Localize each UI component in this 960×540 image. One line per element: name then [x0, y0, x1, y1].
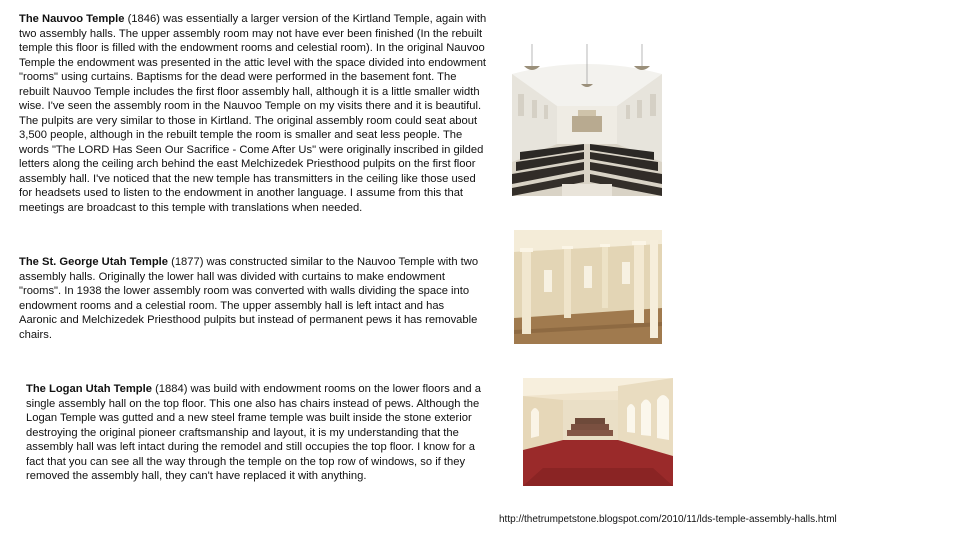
logan-paragraph — [26, 382, 496, 484]
source-url: http://thetrumpetstone.blogspot.com/2010/11/lds-temple-assembly-halls.html — [499, 514, 837, 525]
st-george-paragraph — [19, 255, 479, 342]
logan-assembly-hall-photo — [523, 378, 673, 486]
st-george-body: (1877) was constructed similar to the Nauvoo Temple with two assembly halls. Originally the lower hall was divided with curtains to make endowment "rooms". In 1938 the lower assembly room was converted with walls dividing the space into endowment rooms and a celestial room. The upper assembly hall is left intact and has Aaronic and Melchizedek Priesthood pulpits but instead of permanent pews it has removable chairs. — [19, 256, 479, 341]
st-george-assembly-hall-photo — [514, 230, 662, 344]
st-george-title: The St. George Utah Temple — [19, 256, 168, 268]
nauvoo-body: (1846) was essentially a larger version of the Kirtland Temple, again with two assembly halls. The upper assembly room may not have ever been finished (In the rebuilt temple this floor is filled with the endowment rooms and celestial room). In the original Nauvoo Temple the endowment was presented in the attic level with the space divided into endowment "rooms" using curtains. Baptisms for the dead were performed in the basement font. The rebuilt Nauvoo Temple includes the first floor assembly hall, although it is a little smaller width wise. I've seen the assembly room in the Nauvoo Temple on my visits there and it is beautiful. The pulpits are very similar to those in Kirtland. The original assembly room could seat about 3,500 people, although in the rebuilt temple the room is smaller and seat less people. The words "The LORD Has Seen Our Sacrifice - Come After Us" were originally inscribed in gilded letters along the ceiling arch behind the east Melchizedek Priesthood pulpits on the first floor assembly hall. I've noticed that the new temple has transmitters in the ceiling like those used for headsets used to listen to the endowment in another language. I assume from this that meetings are broadcast to this temple with translations when needed. — [19, 13, 487, 214]
nauvoo-assembly-hall-photo — [512, 44, 662, 196]
logan-body: (1884) was build with endowment rooms on the lower floors and a single assembly hall on the top floor. This one also has chairs instead of pews. Although the Logan Temple was gutted and a new steel frame temple was built inside the stone exterior destroying the original pioneer craftsmanship and layout, it is my understanding that the assembly hall was left intact during the remodel and still occupies the top floor. I know for a fact that you can see all the way through the temple on the top row of windows, so if they removed the assembly hall, they can't have replaced it with anything. — [26, 383, 481, 482]
nauvoo-title: The Nauvoo Temple — [19, 13, 125, 25]
nauvoo-paragraph — [19, 12, 489, 215]
logan-title: The Logan Utah Temple — [26, 383, 152, 395]
